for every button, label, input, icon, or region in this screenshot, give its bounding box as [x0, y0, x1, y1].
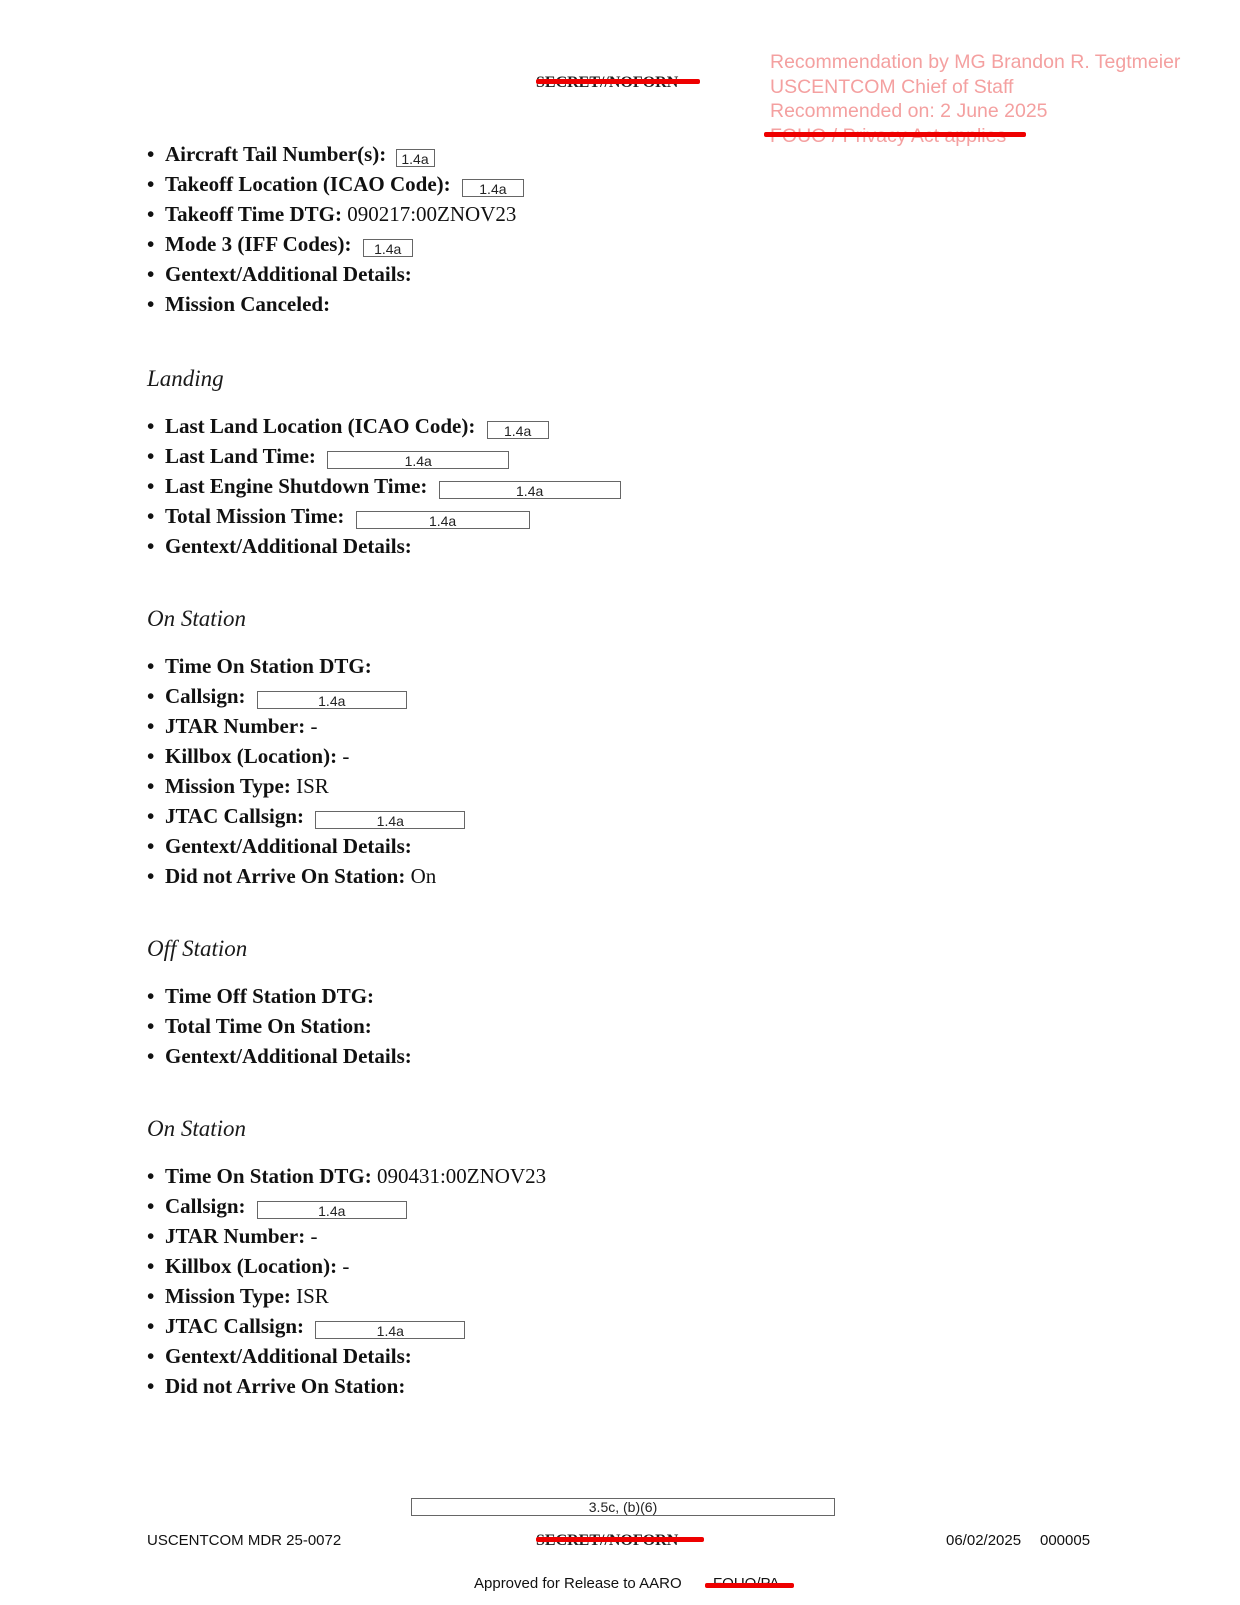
footer-release-text: Approved for Release to AARO: [474, 1575, 682, 1592]
section-heading-on-station-2: On Station: [147, 1116, 247, 1141]
list-item: • Total Time On Station:: [147, 1014, 372, 1038]
item-label: Total Mission Time:: [165, 504, 345, 528]
item-label: Last Engine Shutdown Time:: [165, 474, 428, 498]
item-label: Takeoff Location (ICAO Code):: [165, 172, 451, 196]
list-item: • Mission Type: ISR: [147, 774, 329, 798]
item-label: Gentext/Additional Details:: [165, 834, 412, 858]
list-item: • Time Off Station DTG:: [147, 984, 375, 1008]
item-label: Mode 3 (IFF Codes):: [165, 232, 352, 256]
item-label: Gentext/Additional Details:: [165, 1344, 412, 1368]
item-value: -: [342, 1254, 350, 1278]
item-label: Aircraft Tail Number(s):: [165, 142, 387, 166]
redaction-box: 1.4a: [257, 1201, 407, 1219]
list-item: • Mode 3 (IFF Codes): 1.4a: [147, 232, 413, 257]
item-label: Mission Type:: [165, 774, 291, 798]
item-value: -: [342, 744, 350, 768]
list-item: • Killbox (Location): -: [147, 1254, 350, 1278]
list-item: • JTAC Callsign: 1.4a: [147, 1314, 465, 1339]
list-item: • Gentext/Additional Details:: [147, 834, 412, 858]
recommendation-line-1: Recommendation by MG Brandon R. Tegtmeier: [770, 51, 1181, 73]
item-label: Gentext/Additional Details:: [165, 534, 412, 558]
item-label: JTAR Number:: [165, 714, 306, 738]
list-item: • Aircraft Tail Number(s): 1.4a: [147, 142, 435, 167]
list-item: • Gentext/Additional Details:: [147, 1344, 412, 1368]
item-label: Time Off Station DTG:: [165, 984, 375, 1008]
list-item: • Did not Arrive On Station:: [147, 1374, 406, 1398]
list-item: • Takeoff Location (ICAO Code): 1.4a: [147, 172, 524, 197]
redaction-box: 1.4a: [439, 481, 621, 499]
item-label: Callsign:: [165, 684, 246, 708]
list-item: • Gentext/Additional Details:: [147, 1044, 412, 1068]
recommendation-redline: [764, 132, 1026, 137]
item-label: Last Land Location (ICAO Code):: [165, 414, 476, 438]
item-label: Takeoff Time DTG:: [165, 202, 342, 226]
item-label: Did not Arrive On Station:: [165, 864, 406, 888]
list-item: • Callsign: 1.4a: [147, 1194, 407, 1219]
footer-redaction-box: 3.5c, (b)(6): [411, 1498, 835, 1516]
item-label: Killbox (Location):: [165, 744, 338, 768]
footer-doc-id: USCENTCOM MDR 25-0072: [147, 1532, 342, 1549]
item-label: Killbox (Location):: [165, 1254, 338, 1278]
item-value: 090217:00ZNOV23: [347, 202, 517, 226]
list-item: • Last Land Location (ICAO Code): 1.4a: [147, 414, 549, 439]
footer-classification-redline: [536, 1537, 704, 1542]
item-label: Time On Station DTG:: [165, 654, 372, 678]
list-item: • Time On Station DTG: 090431:00ZNOV23: [147, 1164, 547, 1188]
redaction-box: 1.4a: [396, 149, 435, 167]
item-value: -: [310, 714, 318, 738]
item-label: Total Time On Station:: [165, 1014, 372, 1038]
section-heading-landing: Landing: [147, 366, 224, 391]
item-value: ISR: [296, 1284, 329, 1308]
list-item: • Callsign: 1.4a: [147, 684, 407, 709]
redaction-box: 1.4a: [315, 811, 465, 829]
list-item: • Mission Type: ISR: [147, 1284, 329, 1308]
item-label: Callsign:: [165, 1194, 246, 1218]
item-label: JTAR Number:: [165, 1224, 306, 1248]
item-label: Did not Arrive On Station:: [165, 1374, 406, 1398]
list-item: • Last Engine Shutdown Time: 1.4a: [147, 474, 621, 499]
redaction-box: 1.4a: [257, 691, 407, 709]
redaction-box: 1.4a: [487, 421, 549, 439]
section-heading-off-station: Off Station: [147, 936, 248, 961]
list-item: • Mission Canceled:: [147, 292, 331, 316]
redaction-box: 1.4a: [327, 451, 509, 469]
section-heading-on-station: On Station: [147, 606, 247, 631]
redaction-box: 1.4a: [315, 1321, 465, 1339]
item-value: On: [410, 864, 437, 888]
recommendation-line-3: Recommended on: 2 June 2025: [770, 100, 1048, 122]
item-label: Time On Station DTG:: [165, 1164, 372, 1188]
list-item: • Takeoff Time DTG: 090217:00ZNOV23: [147, 202, 517, 226]
item-label: Mission Canceled:: [165, 292, 331, 316]
list-item: • JTAC Callsign: 1.4a: [147, 804, 465, 829]
item-value: ISR: [296, 774, 329, 798]
footer-release-redline: [705, 1583, 794, 1588]
list-item: • Did not Arrive On Station: On: [147, 864, 437, 888]
item-label: Gentext/Additional Details:: [165, 262, 412, 286]
list-item: • Time On Station DTG:: [147, 654, 372, 678]
item-value: 090431:00ZNOV23: [376, 1164, 547, 1188]
item-label: JTAC Callsign:: [165, 1314, 305, 1338]
list-item: • Last Land Time: 1.4a: [147, 444, 509, 469]
redaction-box: 1.4a: [462, 179, 524, 197]
item-value: -: [310, 1224, 318, 1248]
redaction-box: 1.4a: [363, 239, 413, 257]
list-item: • JTAR Number: -: [147, 714, 318, 738]
list-item: • Gentext/Additional Details:: [147, 262, 412, 286]
list-item: • Killbox (Location): -: [147, 744, 350, 768]
footer-page-number: 000005: [1040, 1532, 1091, 1549]
recommendation-line-2: USCENTCOM Chief of Staff: [770, 75, 1014, 98]
list-item: • JTAR Number: -: [147, 1224, 318, 1248]
redaction-box: 1.4a: [356, 511, 530, 529]
item-label: Last Land Time:: [165, 444, 316, 468]
item-label: Mission Type:: [165, 1284, 291, 1308]
list-item: • Gentext/Additional Details:: [147, 534, 412, 558]
header-classification-redline: [536, 79, 700, 84]
footer-date: 06/02/2025: [946, 1532, 1022, 1549]
list-item: • Total Mission Time: 1.4a: [147, 504, 530, 529]
item-label: Gentext/Additional Details:: [165, 1044, 412, 1068]
item-label: JTAC Callsign:: [165, 804, 305, 828]
